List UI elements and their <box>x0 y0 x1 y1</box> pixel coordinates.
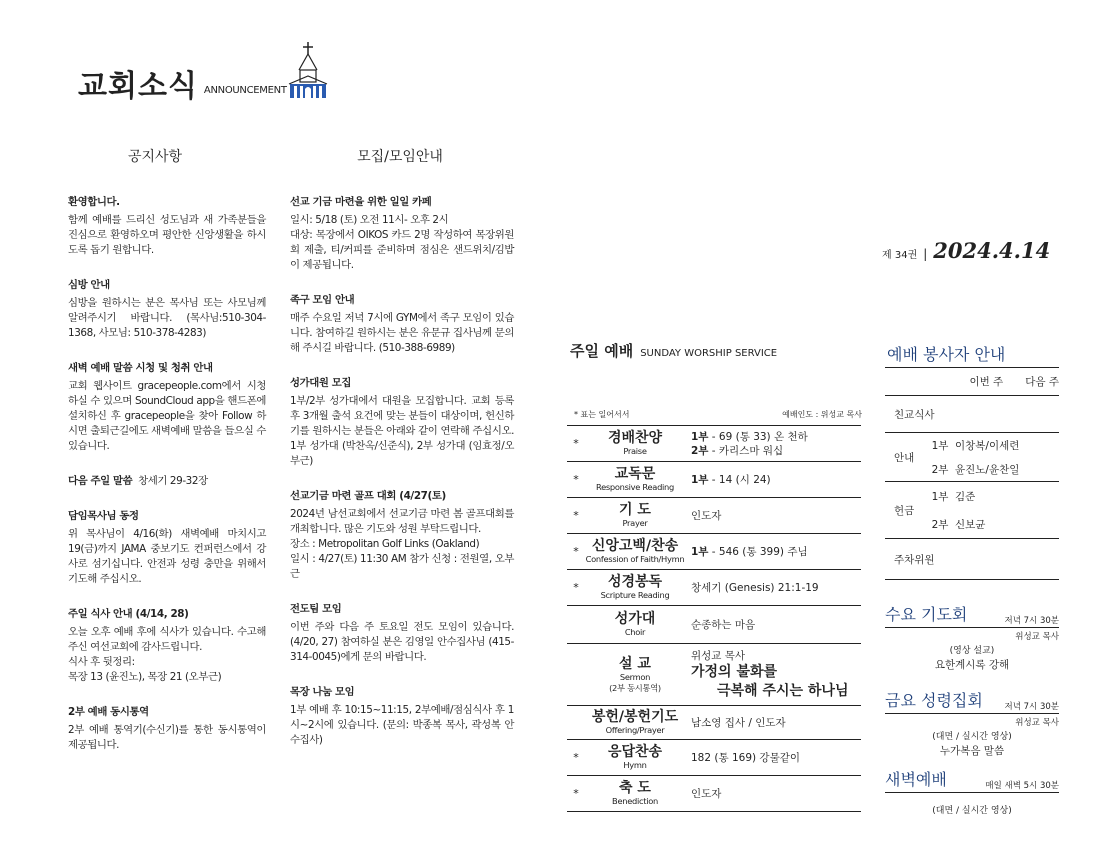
notice-next-sermon <box>68 474 266 489</box>
worship-title <box>570 340 777 361</box>
detail-text: - 카리스마 워십 <box>708 444 784 457</box>
this-week-label: 이번 주 <box>969 376 1004 388</box>
detail-bold: 1부 <box>691 430 709 443</box>
order-name: 경배찬양 <box>607 430 663 446</box>
recruit-heading: 전도팀 모임 <box>290 603 342 615</box>
preacher: 위성교 목사 <box>691 649 746 662</box>
recruit-heading: 선교 기금 마련을 위한 일일 카페 <box>290 196 432 208</box>
standing-mark: * <box>573 473 579 486</box>
friday-service <box>885 688 1059 758</box>
service-mode: (대면 / 실시간 영상) <box>932 806 1012 816</box>
worship-title-ko: 주일 예배 <box>570 342 634 360</box>
service-time: 저녁 7시 30분 <box>1004 702 1059 712</box>
notice-welcome <box>68 195 266 258</box>
order-name-en: Prayer <box>622 518 648 528</box>
usher-label: 안내 <box>894 451 915 464</box>
notices-column <box>68 195 266 773</box>
recruit-column <box>290 195 514 768</box>
service-mode: (영상 설교) <box>949 646 995 656</box>
dawn-service <box>885 767 1059 818</box>
worship-note-row <box>574 409 862 420</box>
service-leader: 위성교 목사 <box>1015 632 1059 642</box>
order-name-en: Praise <box>623 446 647 456</box>
recruit-golf <box>290 489 514 582</box>
fellowship-label: 친교식사 <box>894 408 935 421</box>
order-detail <box>685 787 861 801</box>
order-name: 성가대 <box>614 611 656 627</box>
standing-mark: * <box>573 751 579 764</box>
order-detail <box>685 618 861 632</box>
interpretation-note: (2부 동시통역) <box>609 682 661 693</box>
order-name: 교독문 <box>614 466 656 482</box>
offering-names: 신보균 <box>955 518 986 531</box>
service-topic: 요한계시록 강해 <box>934 659 1010 671</box>
next-week-label: 다음 주 <box>1025 376 1059 388</box>
service-mode: (대면 / 실시간 영상) <box>932 732 1012 742</box>
notice-body: 2부 예배 통역기(수신기)를 통한 동시통역이 제공됩니다. <box>68 724 266 751</box>
notice-heading: 2부 예배 동시통역 <box>68 706 149 718</box>
detail-bold: 2부 <box>691 444 709 457</box>
order-name: 응답찬송 <box>607 744 663 760</box>
service-no: 1부 <box>931 439 949 452</box>
recruit-line: 장소 : Metropolitan Golf Links (Oakland) <box>290 538 480 550</box>
staff-fellowship <box>885 396 1059 433</box>
bulletin-header <box>78 58 287 102</box>
notice-line: 오늘 오후 예배 후에 식사가 있습니다. 수고해 주신 여선교회에 감사드립니다. <box>68 626 266 653</box>
detail-text: - 69 (통 33) 온 천하 <box>708 430 808 443</box>
standing-note: * 표는 일어서서 <box>574 410 630 419</box>
order-detail <box>685 751 861 765</box>
notice-heading: 환영합니다. <box>68 196 120 208</box>
bulletin-date: 2024.4.14 <box>933 238 1051 263</box>
standing-mark: * <box>573 509 579 522</box>
staff-parking <box>885 539 1059 579</box>
wednesday-service <box>885 602 1059 672</box>
notice-heading: 주일 식사 안내 (4/14, 28) <box>68 608 189 620</box>
service-name: 새벽예배 <box>885 770 947 789</box>
order-name-en: Choir <box>624 627 646 637</box>
volume-number: 제 34권 <box>882 250 918 261</box>
staff-offering <box>885 482 1059 539</box>
order-name-en: Sermon <box>619 671 651 682</box>
offering-label: 헌금 <box>894 504 915 517</box>
recruit-heading: 선교기금 마련 골프 대회 (4/27(토) <box>290 490 446 502</box>
service-leader: 위성교 목사 <box>1015 718 1059 728</box>
order-row-hymn <box>567 740 861 776</box>
recruit-line: 이번 주와 다음 주 토요일 전도 모임이 있습니다. (4/20, 27) 참여하실 분은 김영일 안수집사님 (415-314-0045)에게 문의 바랍니다. <box>290 621 514 663</box>
recruit-line: 대상: 목장에서 OIKOS 카드 2명 작성하여 목장위원회 제출, 티/커피를 준비하며 점심은 샌드위치/김밥이 제공됩니다. <box>290 229 514 271</box>
recruit-line: 1부/2부 성가대에서 대원을 모집합니다. 교회 등록 후 3개월 출석 요건에 맞는 분들이 대상이며, 헌신하기를 원하시는 분들은 아래와 같이 연락해 주십시오. 1부 성가대 (박찬옥/신준식), 2부 성가대 (임효정/오부근) <box>290 395 514 467</box>
usher-names: 이창복/이세련 <box>955 439 1020 452</box>
page-title: 교회소식 <box>78 69 198 104</box>
staff-header-row <box>885 368 1059 396</box>
order-name-en: Confession of Faith/Hymn <box>585 554 685 564</box>
offering-names: 김준 <box>955 490 976 503</box>
notice-body: 창세기 29-32장 <box>138 475 208 487</box>
notice-heading: 심방 안내 <box>68 279 110 291</box>
order-name: 축 도 <box>619 780 651 796</box>
sermon-title-line2: 극복해 주시는 하나님 <box>717 682 849 699</box>
detail-bold: 1부 <box>691 545 709 558</box>
recruit-line: 일시 : 4/27(토) 11:30 AM 참가 신청 : 전원열, 오부근 <box>290 553 514 580</box>
staff-usher <box>885 433 1059 482</box>
order-name: 신앙고백/찬송 <box>591 538 679 554</box>
notice-line: 식사 후 뒷정리: <box>68 656 135 668</box>
detail-text: 182 (통 169) 강물같이 <box>691 751 801 764</box>
order-row-reading <box>567 462 861 498</box>
church-icon <box>285 40 331 100</box>
order-row-sermon <box>567 644 861 706</box>
recruit-heading: 모집/모임안내 <box>357 149 443 165</box>
order-name-en: Scripture Reading <box>600 590 670 600</box>
recruit-choir <box>290 376 514 469</box>
service-no: 2부 <box>931 463 949 476</box>
detail-text: 인도자 <box>691 787 722 800</box>
notice-body: 함께 예배를 드리신 성도님과 새 가족분들을 진심으로 환영하오며 평안한 신앙생활을 하시도록 돕기 원합니다. <box>68 214 266 256</box>
recruit-line: 2024년 남선교회에서 선교기금 마련 봄 골프대회를 개최합니다. 많은 기도와 성원 부탁드립니다. <box>290 508 514 535</box>
order-name: 성경봉독 <box>607 574 663 590</box>
service-no: 1부 <box>931 490 949 503</box>
service-name: 수요 기도회 <box>885 605 968 624</box>
order-detail <box>685 581 861 595</box>
recruit-heading: 족구 모임 안내 <box>290 294 355 306</box>
detail-text: - 546 (통 399) 주님 <box>708 545 808 558</box>
order-row-praise <box>567 426 861 462</box>
recruit-cafe <box>290 195 514 273</box>
notice-body: 교회 웹사이트 gracepeople.com에서 시청하실 수 있으며 SoundCloud app을 핸드폰에 설치하신 후 gracepeople을 찾아 Follow 하시면 출퇴근길에도 새벽예배 말씀을 들으실 수 있습니다. <box>68 380 266 452</box>
recruit-mokjang <box>290 685 514 748</box>
order-detail <box>685 716 861 730</box>
page-subtitle: ANNOUNCEMENT <box>203 85 287 96</box>
order-row-offering <box>567 706 861 740</box>
notices-heading: 공지사항 <box>127 149 183 165</box>
standing-mark: * <box>573 581 579 594</box>
notice-interpretation <box>68 705 266 753</box>
detail-text: 인도자 <box>691 509 722 522</box>
notice-heading: 담임목사님 동정 <box>68 510 139 522</box>
service-time: 저녁 7시 30분 <box>1004 616 1059 626</box>
order-detail <box>685 509 861 523</box>
order-row-prayer <box>567 498 861 534</box>
volume-separator: | <box>923 247 928 261</box>
service-name: 금요 성령집회 <box>885 691 983 710</box>
detail-bold: 1부 <box>691 473 709 486</box>
worship-leader: 예배인도 : 위성교 목사 <box>782 410 862 419</box>
parking-label: 주차위원 <box>894 553 935 566</box>
order-row-confession <box>567 534 861 570</box>
notice-pastor-news <box>68 509 266 587</box>
staff-table <box>885 367 1059 580</box>
recruit-line: 1부 예배 후 10:15~11:15, 2부예배/점심식사 후 1시~2시에 있습니다. (문의: 박종복 목사, 곽성복 안수집사) <box>290 704 514 746</box>
detail-text: - 14 (시 24) <box>708 473 771 486</box>
notice-dawn-sermon <box>68 361 266 454</box>
usher-names: 윤진노/윤찬일 <box>955 463 1020 476</box>
order-detail <box>685 473 861 487</box>
detail-text: 창세기 (Genesis) 21:1-19 <box>691 581 819 594</box>
order-name-en: Offering/Prayer <box>605 725 665 735</box>
detail-text: 순종하는 마음 <box>691 618 756 631</box>
standing-mark: * <box>573 787 579 800</box>
notice-heading: 새벽 예배 말씀 시청 및 청취 안내 <box>68 362 213 374</box>
detail-text: 남소영 집사 / 인도자 <box>691 716 786 729</box>
order-name-en: Benediction <box>612 796 658 806</box>
sermon-title-line1: 가정의 불화를 <box>691 663 778 680</box>
notice-body: 위 목사님이 4/16(화) 새벽예배 마치시고 19(금)까지 JAMA 중보기도 컨퍼런스에서 강사로 섬기십니다. 안전과 성령 충만을 위해서 기도해 주십시오. <box>68 528 266 585</box>
notice-line: 목장 13 (윤진노), 목장 21 (오부근) <box>68 671 222 683</box>
volume-date <box>882 238 1050 263</box>
standing-mark: * <box>573 545 579 558</box>
offering-row <box>925 482 1059 510</box>
recruit-heading: 성가대원 모집 <box>290 377 352 389</box>
order-name: 설 교 <box>619 655 651 672</box>
order-detail <box>685 430 861 458</box>
worship-order <box>567 425 861 812</box>
offering-row <box>925 510 1059 538</box>
recruit-heading: 목장 나눔 모임 <box>290 686 355 698</box>
recruit-evangelism <box>290 602 514 665</box>
standing-mark: * <box>573 437 579 450</box>
notice-visitation <box>68 278 266 341</box>
service-time: 매일 새벽 5시 30분 <box>985 781 1059 791</box>
worship-title-en: SUNDAY WORSHIP SERVICE <box>640 348 778 359</box>
staff-title: 예배 봉사자 안내 <box>887 345 1006 364</box>
service-no: 2부 <box>931 518 949 531</box>
order-name-en: Responsive Reading <box>596 482 674 492</box>
notice-body: 심방을 원하시는 분은 목사님 또는 사모님께 알려주시기 바랍니다. (목사님:510-304-1368, 사모님: 510-378-4283) <box>68 297 266 339</box>
order-row-scripture <box>567 570 861 606</box>
order-name: 봉헌/봉헌기도 <box>591 709 679 725</box>
notice-meal <box>68 607 266 685</box>
order-row-choir <box>567 606 861 644</box>
order-name-en: Hymn <box>623 760 647 770</box>
order-row-benediction <box>567 776 861 812</box>
recruit-jokgu <box>290 293 514 356</box>
recruit-line: 매주 수요일 저녁 7시에 GYM에서 족구 모임이 있습니다. 참여하길 원하시는 분은 유문규 집사님께 문의해 주시길 바랍니다. (510-388-6989) <box>290 312 514 354</box>
order-detail <box>685 649 861 701</box>
recruit-line: 일시: 5/18 (토) 오전 11시- 오후 2시 <box>290 214 449 226</box>
notice-heading: 다음 주일 말씀 <box>68 475 133 487</box>
order-name: 기 도 <box>619 502 651 518</box>
order-detail <box>685 545 861 559</box>
usher-row <box>925 433 1059 457</box>
service-topic: 누가복음 말씀 <box>939 745 1005 757</box>
usher-row <box>925 457 1059 481</box>
